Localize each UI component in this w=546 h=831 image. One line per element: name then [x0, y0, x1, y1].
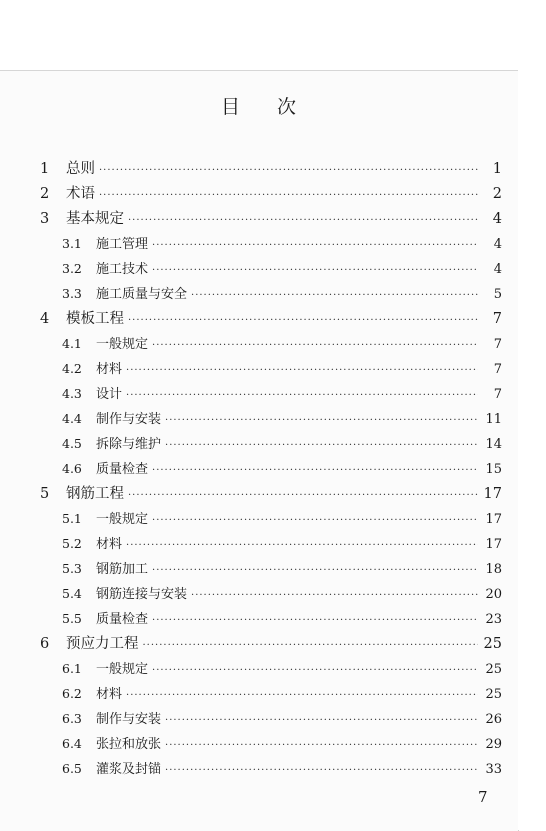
toc-leader-dots [191, 285, 478, 307]
toc-leader-dots [165, 710, 478, 732]
toc-section-entry[interactable] [62, 733, 502, 755]
toc-entry-number: 5.4 [62, 586, 82, 601]
toc-entry-page: 17 [485, 512, 502, 527]
toc-leader-dots [152, 660, 478, 682]
toc-section-entry[interactable] [62, 758, 502, 780]
toc-entry-title: 张拉和放张 [96, 737, 162, 752]
toc-leader-dots [126, 385, 478, 407]
toc-entry-number: 6.5 [62, 761, 82, 776]
toc-leader-dots [126, 535, 478, 557]
toc-entry-page: 18 [485, 562, 502, 577]
toc-entry-title: 拆除与维护 [96, 437, 162, 452]
toc-section-entry[interactable] [62, 408, 502, 430]
toc-entry-title: 钢筋工程 [66, 486, 124, 502]
toc-section-entry[interactable] [62, 608, 502, 630]
toc-entry-page: 25 [485, 662, 502, 677]
toc-entry-page: 7 [492, 311, 502, 327]
toc-entry-title: 钢筋连接与安装 [96, 587, 188, 602]
toc-section-entry[interactable] [62, 433, 502, 455]
toc-entry-number: 4.2 [62, 361, 82, 376]
toc-leader-dots [99, 160, 478, 182]
toc-heading-char-1: 目 [220, 96, 241, 118]
toc-chapter-entry[interactable] [40, 483, 502, 505]
toc-leader-dots [126, 685, 478, 707]
toc-heading [0, 92, 518, 119]
toc-leader-dots [152, 460, 478, 482]
toc-section-entry[interactable] [62, 233, 502, 255]
toc-entry-number: 6 [40, 636, 50, 652]
toc-entry-title: 施工技术 [96, 262, 149, 277]
toc-entry-number: 4.5 [62, 436, 82, 451]
toc-entry-number: 3 [40, 211, 50, 227]
toc-leader-dots [152, 510, 478, 532]
toc-entry-title: 材料 [96, 362, 123, 377]
toc-entry-page: 1 [492, 161, 502, 177]
toc-entry-title: 设计 [96, 387, 123, 402]
toc-entry-page: 7 [493, 387, 502, 402]
page-edge [518, 70, 546, 830]
toc-entry-page: 4 [493, 237, 502, 252]
toc-leader-dots [152, 335, 478, 357]
toc-heading-char-2: 次 [277, 96, 298, 118]
toc-entry-title: 钢筋加工 [96, 562, 149, 577]
toc-entry-page: 15 [485, 462, 502, 477]
toc-entry-page: 23 [485, 612, 502, 627]
toc-entry-title: 施工质量与安全 [96, 287, 188, 302]
toc-entry-page: 7 [493, 337, 502, 352]
toc-entry-title: 一般规定 [96, 662, 149, 677]
toc-leader-dots [152, 260, 478, 282]
toc-chapter-entry[interactable] [40, 183, 502, 205]
toc-entry-number: 6.1 [62, 661, 82, 676]
toc-entry-page: 17 [483, 486, 502, 502]
toc-entry-number: 2 [40, 186, 50, 202]
toc-entry-number: 5.5 [62, 611, 82, 626]
toc-leader-dots [126, 360, 478, 382]
toc-entry-title: 一般规定 [96, 337, 149, 352]
toc-entry-page: 14 [485, 437, 502, 452]
toc-section-entry[interactable] [62, 683, 502, 705]
toc-section-entry[interactable] [62, 458, 502, 480]
toc-entry-title: 基本规定 [66, 211, 124, 227]
toc-entry-title: 材料 [96, 687, 123, 702]
toc-entry-title: 一般规定 [96, 512, 149, 527]
toc-section-entry[interactable] [62, 558, 502, 580]
toc-entry-title: 质量检查 [96, 612, 149, 627]
toc-leader-dots [152, 560, 478, 582]
toc-section-entry[interactable] [62, 358, 502, 380]
toc-entry-page: 2 [492, 186, 502, 202]
toc-entry-title: 施工管理 [96, 237, 149, 252]
toc-chapter-entry[interactable] [40, 158, 502, 180]
toc-leader-dots [165, 435, 478, 457]
toc-chapter-entry[interactable] [40, 208, 502, 230]
toc-entry-page: 11 [485, 412, 502, 427]
toc-leader-dots [165, 410, 478, 432]
toc-leader-dots [99, 185, 478, 207]
toc-entry-title: 制作与安装 [96, 412, 162, 427]
toc-leader-dots [143, 635, 479, 657]
toc-entry-page: 20 [485, 587, 502, 602]
toc-leader-dots [165, 760, 478, 782]
toc-entry-number: 1 [40, 161, 50, 177]
toc-entry-number: 3.2 [62, 261, 82, 276]
toc-entry-page: 17 [485, 537, 502, 552]
toc-entry-number: 5.3 [62, 561, 82, 576]
toc-entry-page: 25 [485, 687, 502, 702]
toc-entry-number: 5 [40, 486, 50, 502]
toc-entry-title: 灌浆及封锚 [96, 762, 162, 777]
toc-entry-number: 4 [40, 311, 50, 327]
toc-entry-number: 4.1 [62, 336, 82, 351]
toc-entry-title: 质量检查 [96, 462, 149, 477]
toc-section-entry[interactable] [62, 508, 502, 530]
toc-chapter-entry[interactable] [40, 633, 502, 655]
toc-entry-title: 总则 [66, 161, 95, 177]
toc-entry-page: 5 [493, 287, 502, 302]
toc-entry-number: 5.1 [62, 511, 82, 526]
toc-section-entry[interactable] [62, 533, 502, 555]
toc-entry-number: 6.2 [62, 686, 82, 701]
toc-leader-dots [152, 235, 478, 257]
toc-section-entry[interactable] [62, 583, 502, 605]
toc-entry-number: 4.4 [62, 411, 82, 426]
toc-entry-title: 模板工程 [66, 311, 124, 327]
toc-section-entry[interactable] [62, 383, 502, 405]
toc-entry-page: 26 [485, 712, 502, 727]
toc-entry-page: 7 [493, 362, 502, 377]
toc-entry-number: 5.2 [62, 536, 82, 551]
toc-section-entry[interactable] [62, 658, 502, 680]
toc-leader-dots [165, 735, 478, 757]
toc-section-entry[interactable] [62, 258, 502, 280]
toc-entry-title: 材料 [96, 537, 123, 552]
toc-entry-number: 3.3 [62, 286, 82, 301]
toc-leader-dots [128, 310, 478, 332]
toc-leader-dots [152, 610, 478, 632]
toc-leader-dots [128, 485, 478, 507]
toc-entry-page: 29 [485, 737, 502, 752]
toc-entry-page: 33 [485, 762, 502, 777]
page-number: 7 [478, 788, 488, 806]
toc-entry-title: 预应力工程 [66, 636, 139, 652]
toc-section-entry[interactable] [62, 283, 502, 305]
toc-entry-number: 4.3 [62, 386, 82, 401]
toc-entry-page: 4 [493, 262, 502, 277]
toc-entry-number: 6.4 [62, 736, 82, 751]
toc-section-entry[interactable] [62, 708, 502, 730]
toc-entry-number: 4.6 [62, 461, 82, 476]
toc-section-entry[interactable] [62, 333, 502, 355]
toc-entry-title: 制作与安装 [96, 712, 162, 727]
toc-chapter-entry[interactable] [40, 308, 502, 330]
toc-entry-number: 6.3 [62, 711, 82, 726]
toc-entry-page: 25 [483, 636, 502, 652]
toc-leader-dots [191, 585, 478, 607]
toc-entry-title: 术语 [66, 186, 95, 202]
toc-entry-number: 3.1 [62, 236, 82, 251]
toc-entry-page: 4 [492, 211, 502, 227]
toc-leader-dots [128, 210, 478, 232]
top-margin [0, 0, 546, 70]
